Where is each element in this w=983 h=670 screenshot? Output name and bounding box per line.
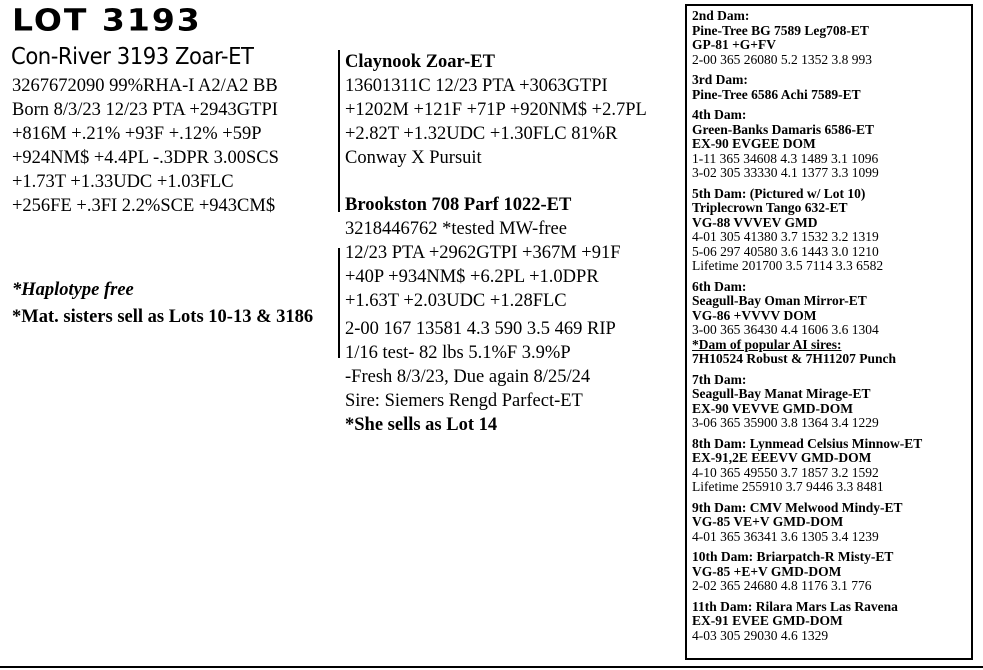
animal-stats [12, 74, 279, 218]
pedigree-entry [692, 280, 971, 367]
dam-line: 12/23 PTA +2962GTPI +367M +91F [345, 243, 621, 263]
sire-line: Conway X Pursuit [345, 148, 482, 168]
stats-line: Born 8/3/23 12/23 PTA +2943GTPI [12, 100, 278, 120]
pedigree-entry [692, 550, 971, 594]
dam-record-line: -Fresh 8/3/23, Due again 8/25/24 [345, 367, 591, 387]
pedigree-dam-name: Pine-Tree 6586 Achi 7589-ET [692, 86, 861, 102]
pedigree-dam-name: Seagull-Bay Oman Mirror-ET [692, 293, 867, 308]
pedigree-heading: 7th Dam: [692, 371, 747, 387]
sisters-note: *Mat. sisters sell as Lots 10-13 & 3186 [12, 307, 314, 327]
notes [12, 277, 313, 331]
dam-line: +40P +934NM$ +6.2PL +1.0DPR [345, 267, 599, 287]
pedigree-record: 4-10 365 49550 3.7 1857 3.2 1592 [692, 464, 879, 480]
pedigree-classification: EX-90 EVGEE DOM [692, 136, 816, 151]
pedigree-heading: 6th Dam: [692, 278, 747, 294]
column-divider [338, 248, 340, 358]
pedigree-classification: VG-86 +VVVV DOM [692, 307, 817, 323]
pedigree-classification: EX-90 VEVVE GMD-DOM [692, 400, 853, 416]
pedigree-record: 4-03 305 29030 4.6 1329 [692, 627, 829, 643]
pedigree-heading: 5th Dam: (Pictured w/ Lot 10) [692, 185, 866, 201]
dam-line: 3218446762 *tested MW-free [345, 219, 567, 239]
pedigree-classification: GP-81 +G+FV [692, 37, 776, 52]
pedigree-box [685, 4, 973, 660]
pedigree-entry [692, 9, 971, 67]
dam-record-line: 1/16 test- 82 lbs 5.1%F 3.9%P [345, 343, 571, 363]
pedigree-record: 2-00 365 26080 5.2 1352 3.8 993 [692, 51, 872, 67]
bottom-rule [0, 666, 983, 668]
stats-line: +924NM$ +4.4PL -.3DPR 3.00SCS [12, 148, 279, 168]
dam-name: Brookston 708 Parf 1022-ET [345, 195, 572, 215]
pedigree-note: *Dam of popular AI sires: [692, 336, 842, 352]
pedigree-classification: VG-88 VVVEV GMD [692, 214, 818, 230]
stats-line: 3267672090 99%RHA-I A2/A2 BB [12, 76, 278, 96]
pedigree-record: 3-06 365 35900 3.8 1364 3.4 1229 [692, 415, 879, 430]
dam-line: +1.63T +2.03UDC +1.28FLC [345, 291, 567, 311]
stats-line: +816M +.21% +93F +.12% +59P [12, 124, 262, 144]
dam-sells-note: *She sells as Lot 14 [345, 415, 498, 435]
pedigree-record: 1-11 365 34608 4.3 1489 3.1 1096 [692, 150, 879, 166]
pedigree-heading: 8th Dam: Lynmead Celsius Minnow-ET [692, 435, 923, 451]
pedigree-dam-name: Green-Banks Damaris 6586-ET [692, 121, 875, 137]
sire-name: Claynook Zoar-ET [345, 52, 495, 72]
pedigree-note: 7H10524 Robust & 7H11207 Punch [692, 351, 897, 366]
pedigree-record: 4-01 305 41380 3.7 1532 3.2 1319 [692, 229, 879, 244]
dam-record-line: Sire: Siemers Rengd Parfect-ET [345, 391, 583, 411]
sire-line: +1202M +121F +71P +920NM$ +2.7PL [345, 100, 647, 120]
pedigree-heading: 11th Dam: Rilara Mars Las Ravena [692, 598, 898, 614]
pedigree-record: 3-00 365 36430 4.4 1606 3.6 1304 [692, 322, 879, 337]
pedigree-heading: 10th Dam: Briarpatch-R Misty-ET [692, 549, 894, 564]
stats-line: +256FE +.3FI 2.2%SCE +943CM$ [12, 196, 276, 216]
sire-block [345, 50, 647, 170]
pedigree-entry [692, 600, 971, 644]
sire-line: 13601311C 12/23 PTA +3063GTPI [345, 76, 608, 96]
pedigree-classification: EX-91 EVEE GMD-DOM [692, 613, 843, 628]
column-divider [338, 50, 340, 212]
pedigree-classification: EX-91,2E EEEVV GMD-DOM [692, 450, 872, 465]
pedigree-heading: 9th Dam: CMV Melwood Mindy-ET [692, 499, 903, 515]
pedigree-record: 5-06 297 40580 3.6 1443 3.0 1210 [692, 243, 879, 259]
haplotype-note: *Haplotype free [12, 280, 134, 300]
dam-record-line: 2-00 167 13581 4.3 590 3.5 469 RIP [345, 319, 616, 339]
pedigree-entry [692, 108, 971, 181]
pedigree-heading: 2nd Dam: [692, 8, 750, 23]
pedigree-record: 2-02 365 24680 4.8 1176 3.1 776 [692, 578, 872, 593]
pedigree-entry [692, 373, 971, 431]
pedigree-classification: VG-85 VE+V GMD-DOM [692, 514, 844, 529]
pedigree-entry [692, 187, 971, 274]
pedigree-record: Lifetime 255910 3.7 9446 3.3 8481 [692, 479, 884, 494]
pedigree-entry [692, 73, 971, 102]
pedigree-dam-name: Seagull-Bay Manat Mirage-ET [692, 386, 871, 401]
pedigree-dam-name: Triplecrown Tango 632-ET [692, 200, 848, 215]
stats-line: +1.73T +1.33UDC +1.03FLC [12, 172, 234, 192]
pedigree-record: 3-02 305 33330 4.1 1377 3.3 1099 [692, 165, 879, 180]
pedigree-record: Lifetime 201700 3.5 7114 3.3 6582 [692, 258, 884, 273]
pedigree-record: 4-01 365 36341 3.6 1305 3.4 1239 [692, 528, 879, 544]
sire-line: +2.82T +1.32UDC +1.30FLC 81%R [345, 124, 618, 144]
dam-block [345, 193, 621, 437]
pedigree-entry [692, 501, 971, 545]
lot-title: LOT 3193 [12, 2, 202, 38]
pedigree-classification: VG-85 +E+V GMD-DOM [692, 563, 842, 579]
animal-name: Con-River 3193 Zoar-ET [11, 44, 254, 70]
pedigree-dam-name: Pine-Tree BG 7589 Leg708-ET [692, 22, 869, 38]
pedigree-entry [692, 437, 971, 495]
pedigree-heading: 4th Dam: [692, 107, 747, 122]
pedigree-heading: 3rd Dam: [692, 72, 748, 87]
